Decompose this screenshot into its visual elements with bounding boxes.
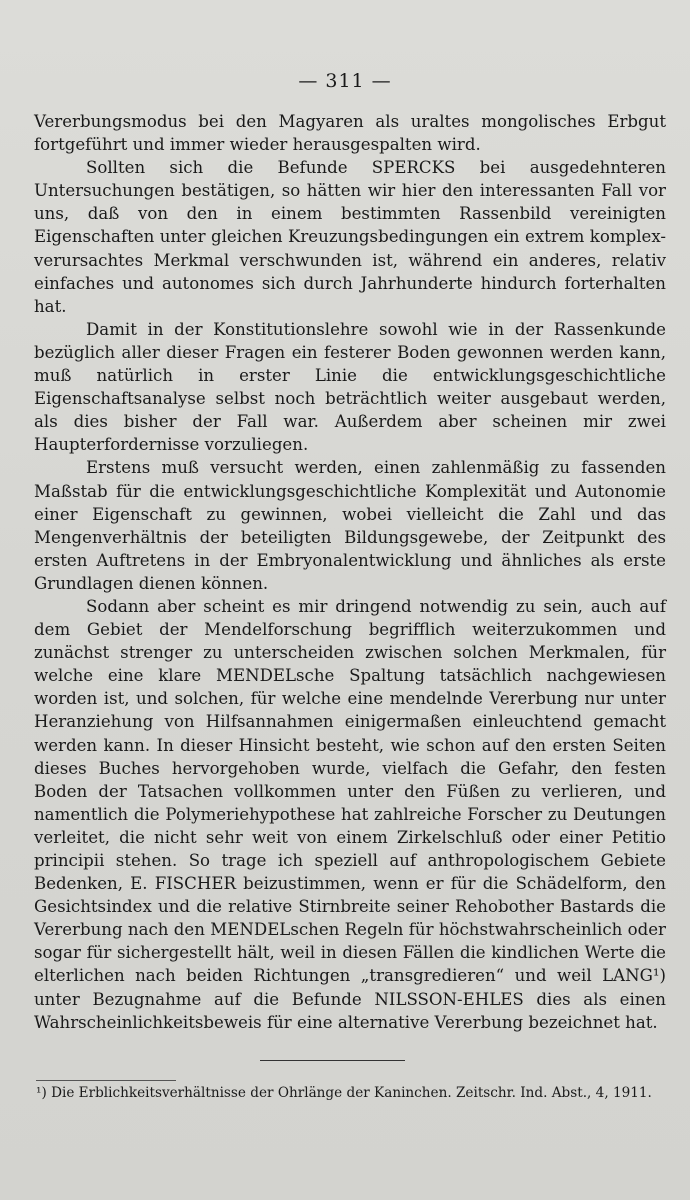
paragraph-5: Sodann aber scheint es mir dringend notwendig zu sein, auch auf dem Gebiet der Mendelforschung begrifflich weiterzukommen und zunächst strenger zu unterscheiden zwischen solchen Merkmalen, für welche eine klare MENDELsche Spaltung tatsächlich nachgewiesen worden ist, und solchen, für welche eine mendelnde Vererbung nur unter Heranziehung von Hilfsannahmen einigermaßen einleuchtend gemacht werden kann. In dieser Hinsicht besteht, wie schon auf den ersten Seiten dieses Buches hervorgehoben wurde, vielfach die Gefahr, den festen Boden der Tatsachen vollkommen unter den Füßen zu verlieren, und namentlich die Polymeriehypothese hat zahlreiche Forscher zu Deutungen verleitet, die nicht sehr weit von einem Zirkelschluß oder einer Petitio principii stehen. So trage ich speziell auf anthropologischem Gebiete Bedenken, E. FISCHER beizustimmen, wenn er für die Schädelform, den Gesichtsindex und die relative Stirnbreite seiner Rehobother Bastards die Vererbung nach den MENDELschen Regeln für höchstwahrscheinlich oder sogar für sichergestellt hält, weil in diesen Fällen die kindlichen Werte die elterlichen nach beiden Richtungen „transgredieren“ und weil LANG¹) unter Bezugnahme auf die Befunde NILSSON-EHLES dies als einen Wahrscheinlichkeitsbeweis für eine alternative Vererbung bezeichnet hat. [34,596,666,1032]
paragraph-4: Erstens muß versucht werden, einen zahlenmäßig zu fassenden Maßstab für die entwicklungsgeschichtliche Komplexität und Autonomie einer Eigenschaft zu gewinnen, wobei vielleicht die Zahl und das Mengenverhältnis der beteiligten Bildungsgewebe, der Zeitpunkt des ersten Auftretens in der Embryonalentwicklung und ähnliches als erste Grundlagen dienen können. [34,458,666,593]
text-end-rule [260,1060,405,1061]
footnote-divider [36,1080,176,1081]
paragraph-1: Vererbungsmodus bei den Magyaren als uraltes mongolisches Erbgut fortgeführt und immer wieder herausgespalten wird. [34,112,666,155]
paragraph-2: Sollten sich die Befunde SPERCKS bei ausgedehnteren Untersuchungen bestätigen, so hätten wir hier den interessanten Fall vor uns, daß von den in einem bestimmten Rassenbild vereinigten Eigenschaften unter gleichen Kreuzungsbedingungen ein extrem komplex-verursachtes Merkmal verschwunden ist, während ein anderes, relativ einfaches und autonomes sich durch Jahrhunderte hindurch forterhalten hat. [34,158,666,316]
page-number: — 311 — [298,70,392,92]
paragraph-3: Damit in der Konstitutionslehre sowohl wie in der Rassenkunde bezüglich aller dieser Fragen ein festerer Boden gewonnen werden kann, muß natürlich in erster Linie die entwicklungsgeschichtliche Eigenschaftsanalyse selbst noch beträchtlich weiter ausgebaut werden, als dies bisher der Fall war. Außerdem aber scheinen mir zwei Haupterfordernisse vorzuliegen. [34,319,666,455]
body-text [34,110,666,1034]
footnote: ¹) Die Erblichkeitsverhältnisse der Ohrlänge der Kaninchen. Zeitschr. Ind. Abst., 4, 1911. [36,1085,652,1101]
